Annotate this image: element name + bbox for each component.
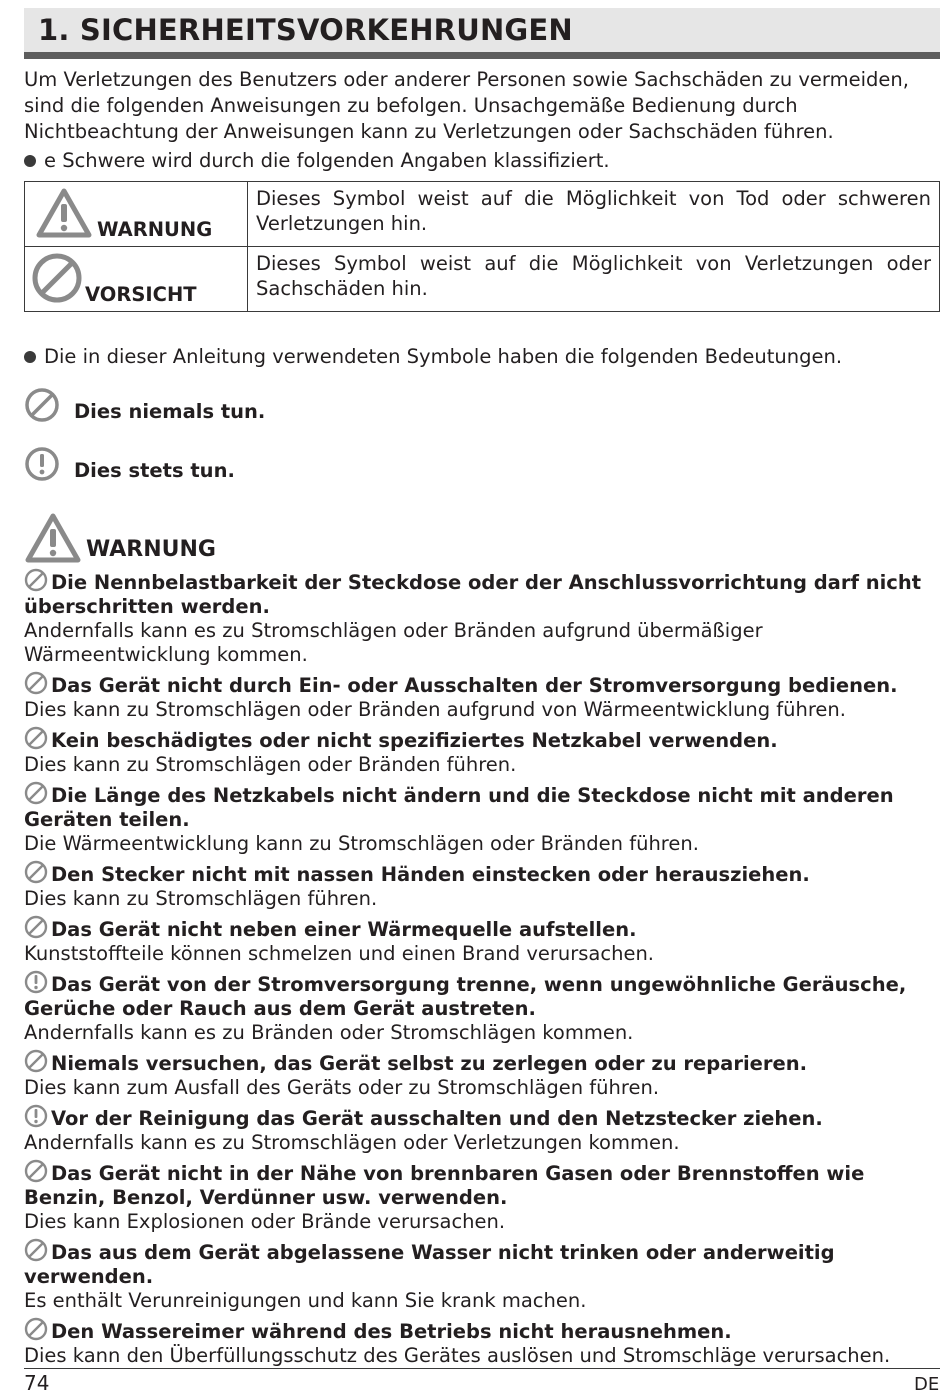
warning-item-description: Andernfalls kann es zu Stromschlägen oder Verletzungen kommen. (24, 1131, 680, 1154)
warning-item (24, 860, 940, 911)
severity-label-warning: WARNUNG (97, 218, 213, 241)
intro-line: sind die folgenden Anweisungen zu befolgen. Unsachgemäße Bedienung durch (24, 94, 798, 117)
warning-item-title-text: Kein beschädigtes oder nicht spezifiziertes Netzkabel verwenden. (51, 729, 778, 752)
warning-item-title (24, 1104, 940, 1131)
prohibition-icon (24, 860, 48, 884)
warning-item (24, 1159, 940, 1234)
prohibition-icon (24, 1317, 48, 1341)
prohibition-icon (31, 252, 83, 304)
warning-item-description: Andernfalls kann es zu Stromschlägen oder Bränden aufgrund übermäßiger Wärmeentwicklung kommen. (24, 619, 763, 666)
prohibition-icon (24, 387, 60, 423)
warning-item-title-text: Niemals versuchen, das Gerät selbst zu zerlegen oder zu reparieren. (51, 1052, 807, 1075)
prohibition-icon (24, 1049, 48, 1073)
page-number: 74 (24, 1371, 50, 1395)
severity-bullet (24, 148, 940, 174)
warning-item-description: Kunststoffteile können schmelzen und einen Brand verursachen. (24, 942, 654, 965)
warning-item-title (24, 1238, 940, 1289)
prohibition-icon (24, 568, 48, 592)
prohibition-icon (24, 671, 48, 695)
warning-item (24, 726, 940, 777)
warning-item-title (24, 1159, 940, 1210)
warning-item-title-text: Die Länge des Netzkabels nicht ändern und die Steckdose nicht mit anderen Geräten teilen. (24, 784, 894, 831)
legend-row-never (24, 386, 940, 423)
prohibition-icon (24, 726, 48, 750)
prohibition-icon (24, 915, 48, 939)
legend-label-never: Dies niemals tun. (74, 400, 266, 423)
manual-page (24, 8, 940, 1372)
warning-heading: WARNUNG (86, 537, 216, 562)
exclamation-circle-icon (24, 446, 60, 482)
bullet-dot (24, 351, 36, 363)
warning-item (24, 1317, 940, 1368)
severity-text-warning: Dieses Symbol weist auf die Möglichkeit von Tod oder schweren Verletzungen hin. (248, 182, 940, 247)
warning-item-description: Dies kann zum Ausfall des Geräts oder zu Stromschlägen führen. (24, 1076, 660, 1099)
warning-item-title (24, 1317, 940, 1344)
section-title-bar (24, 8, 940, 59)
prohibition-icon (24, 1238, 48, 1262)
warning-item-description: Die Wärmeentwicklung kann zu Stromschlägen oder Bränden führen. (24, 832, 699, 855)
warning-item (24, 568, 940, 667)
warning-item-title (24, 1049, 940, 1076)
warning-item (24, 781, 940, 856)
section-heading: 1. SICHERHEITSVORKEHRUNGEN (38, 13, 573, 47)
warning-item-title (24, 671, 940, 698)
warning-item-description: Dies kann den Überfüllungsschutz des Gerätes auslösen und Stromschläge verursachen. (24, 1344, 891, 1367)
warning-item-title (24, 970, 940, 1021)
warning-triangle-icon (24, 512, 82, 564)
symbols-bullet-text: Die in dieser Anleitung verwendeten Symbole haben die folgenden Bedeutungen. (44, 345, 843, 368)
warning-item (24, 671, 940, 722)
warning-heading-row (24, 512, 940, 564)
warning-item-title-text: Den Wassereimer während des Betriebs nicht herausnehmen. (51, 1320, 732, 1343)
warning-item-description: Dies kann zu Stromschlägen oder Bränden aufgrund von Wärmeentwicklung führen. (24, 698, 846, 721)
warning-item-title-text: Das Gerät nicht in der Nähe von brennbaren Gasen oder Brennstoffen wie Benzin, Benzol, Verdünner usw. verwenden. (24, 1162, 865, 1209)
warning-item-title-text: Vor der Reinigung das Gerät ausschalten und den Netzstecker ziehen. (51, 1107, 823, 1130)
warning-item-title (24, 781, 940, 832)
legend-label-always: Dies stets tun. (74, 459, 235, 482)
severity-row-warning (25, 182, 940, 247)
warning-item-title (24, 726, 940, 753)
warning-item-title (24, 568, 940, 619)
exclamation-circle-icon (24, 1104, 48, 1128)
symbols-bullet (24, 344, 940, 370)
warning-item-title-text: Das aus dem Gerät abgelassene Wasser nicht trinken oder anderweitig verwenden. (24, 1241, 835, 1288)
warning-item-title-text: Das Gerät von der Stromversorgung trenne, wenn ungewöhnliche Geräusche, Gerüche oder Rauch aus dem Gerät austreten. (24, 973, 907, 1020)
prohibition-icon (24, 1159, 48, 1183)
warning-item-description: Dies kann zu Stromschlägen führen. (24, 887, 378, 910)
language-code: DE (914, 1374, 940, 1395)
warning-item-description: Es enthält Verunreinigungen und kann Sie krank machen. (24, 1289, 587, 1312)
exclamation-circle-icon (24, 970, 48, 994)
warning-item-description: Andernfalls kann es zu Bränden oder Stromschlägen kommen. (24, 1021, 634, 1044)
warning-item-title-text: Das Gerät nicht neben einer Wärmequelle aufstellen. (51, 918, 637, 941)
warning-item-title-text: Das Gerät nicht durch Ein- oder Ausschalten der Stromversorgung bedienen. (51, 674, 898, 697)
warning-item-description: Dies kann zu Stromschlägen oder Bränden führen. (24, 753, 517, 776)
warning-item (24, 1238, 940, 1313)
warning-item-title (24, 915, 940, 942)
intro-line: Um Verletzungen des Benutzers oder anderer Personen sowie Sachschäden zu vermeiden, (24, 68, 909, 91)
footer-rule (24, 1368, 940, 1369)
warning-item (24, 970, 940, 1045)
intro-line: Nichtbeachtung der Anweisungen kann zu Verletzungen oder Sachschäden führen. (24, 120, 834, 143)
warning-item-title-text: Die Nennbelastbarkeit der Steckdose oder der Anschlussvorrichtung darf nicht überschritten werden. (24, 571, 922, 618)
severity-symbol-cell (25, 182, 248, 247)
warning-items-list (24, 568, 940, 1368)
intro-paragraph (24, 67, 940, 145)
severity-label-caution: VORSICHT (85, 283, 197, 306)
warning-item (24, 1049, 940, 1100)
prohibition-icon (24, 781, 48, 805)
severity-text-caution: Dieses Symbol weist auf die Möglichkeit von Verletzungen oder Sachschäden hin. (248, 247, 940, 312)
bullet-dot (24, 155, 36, 167)
warning-item-title-text: Den Stecker nicht mit nassen Händen einstecken oder herausziehen. (51, 863, 810, 886)
warning-item-description: Dies kann Explosionen oder Brände verursachen. (24, 1210, 506, 1233)
warning-item-title (24, 860, 940, 887)
legend-row-always (24, 445, 940, 482)
severity-symbol-cell (25, 247, 248, 312)
severity-bullet-text: e Schwere wird durch die folgenden Angaben klassifiziert. (44, 149, 610, 172)
warning-triangle-icon (35, 187, 93, 239)
warning-item (24, 1104, 940, 1155)
warning-item (24, 915, 940, 966)
severity-table (24, 181, 940, 312)
severity-row-caution (25, 247, 940, 312)
